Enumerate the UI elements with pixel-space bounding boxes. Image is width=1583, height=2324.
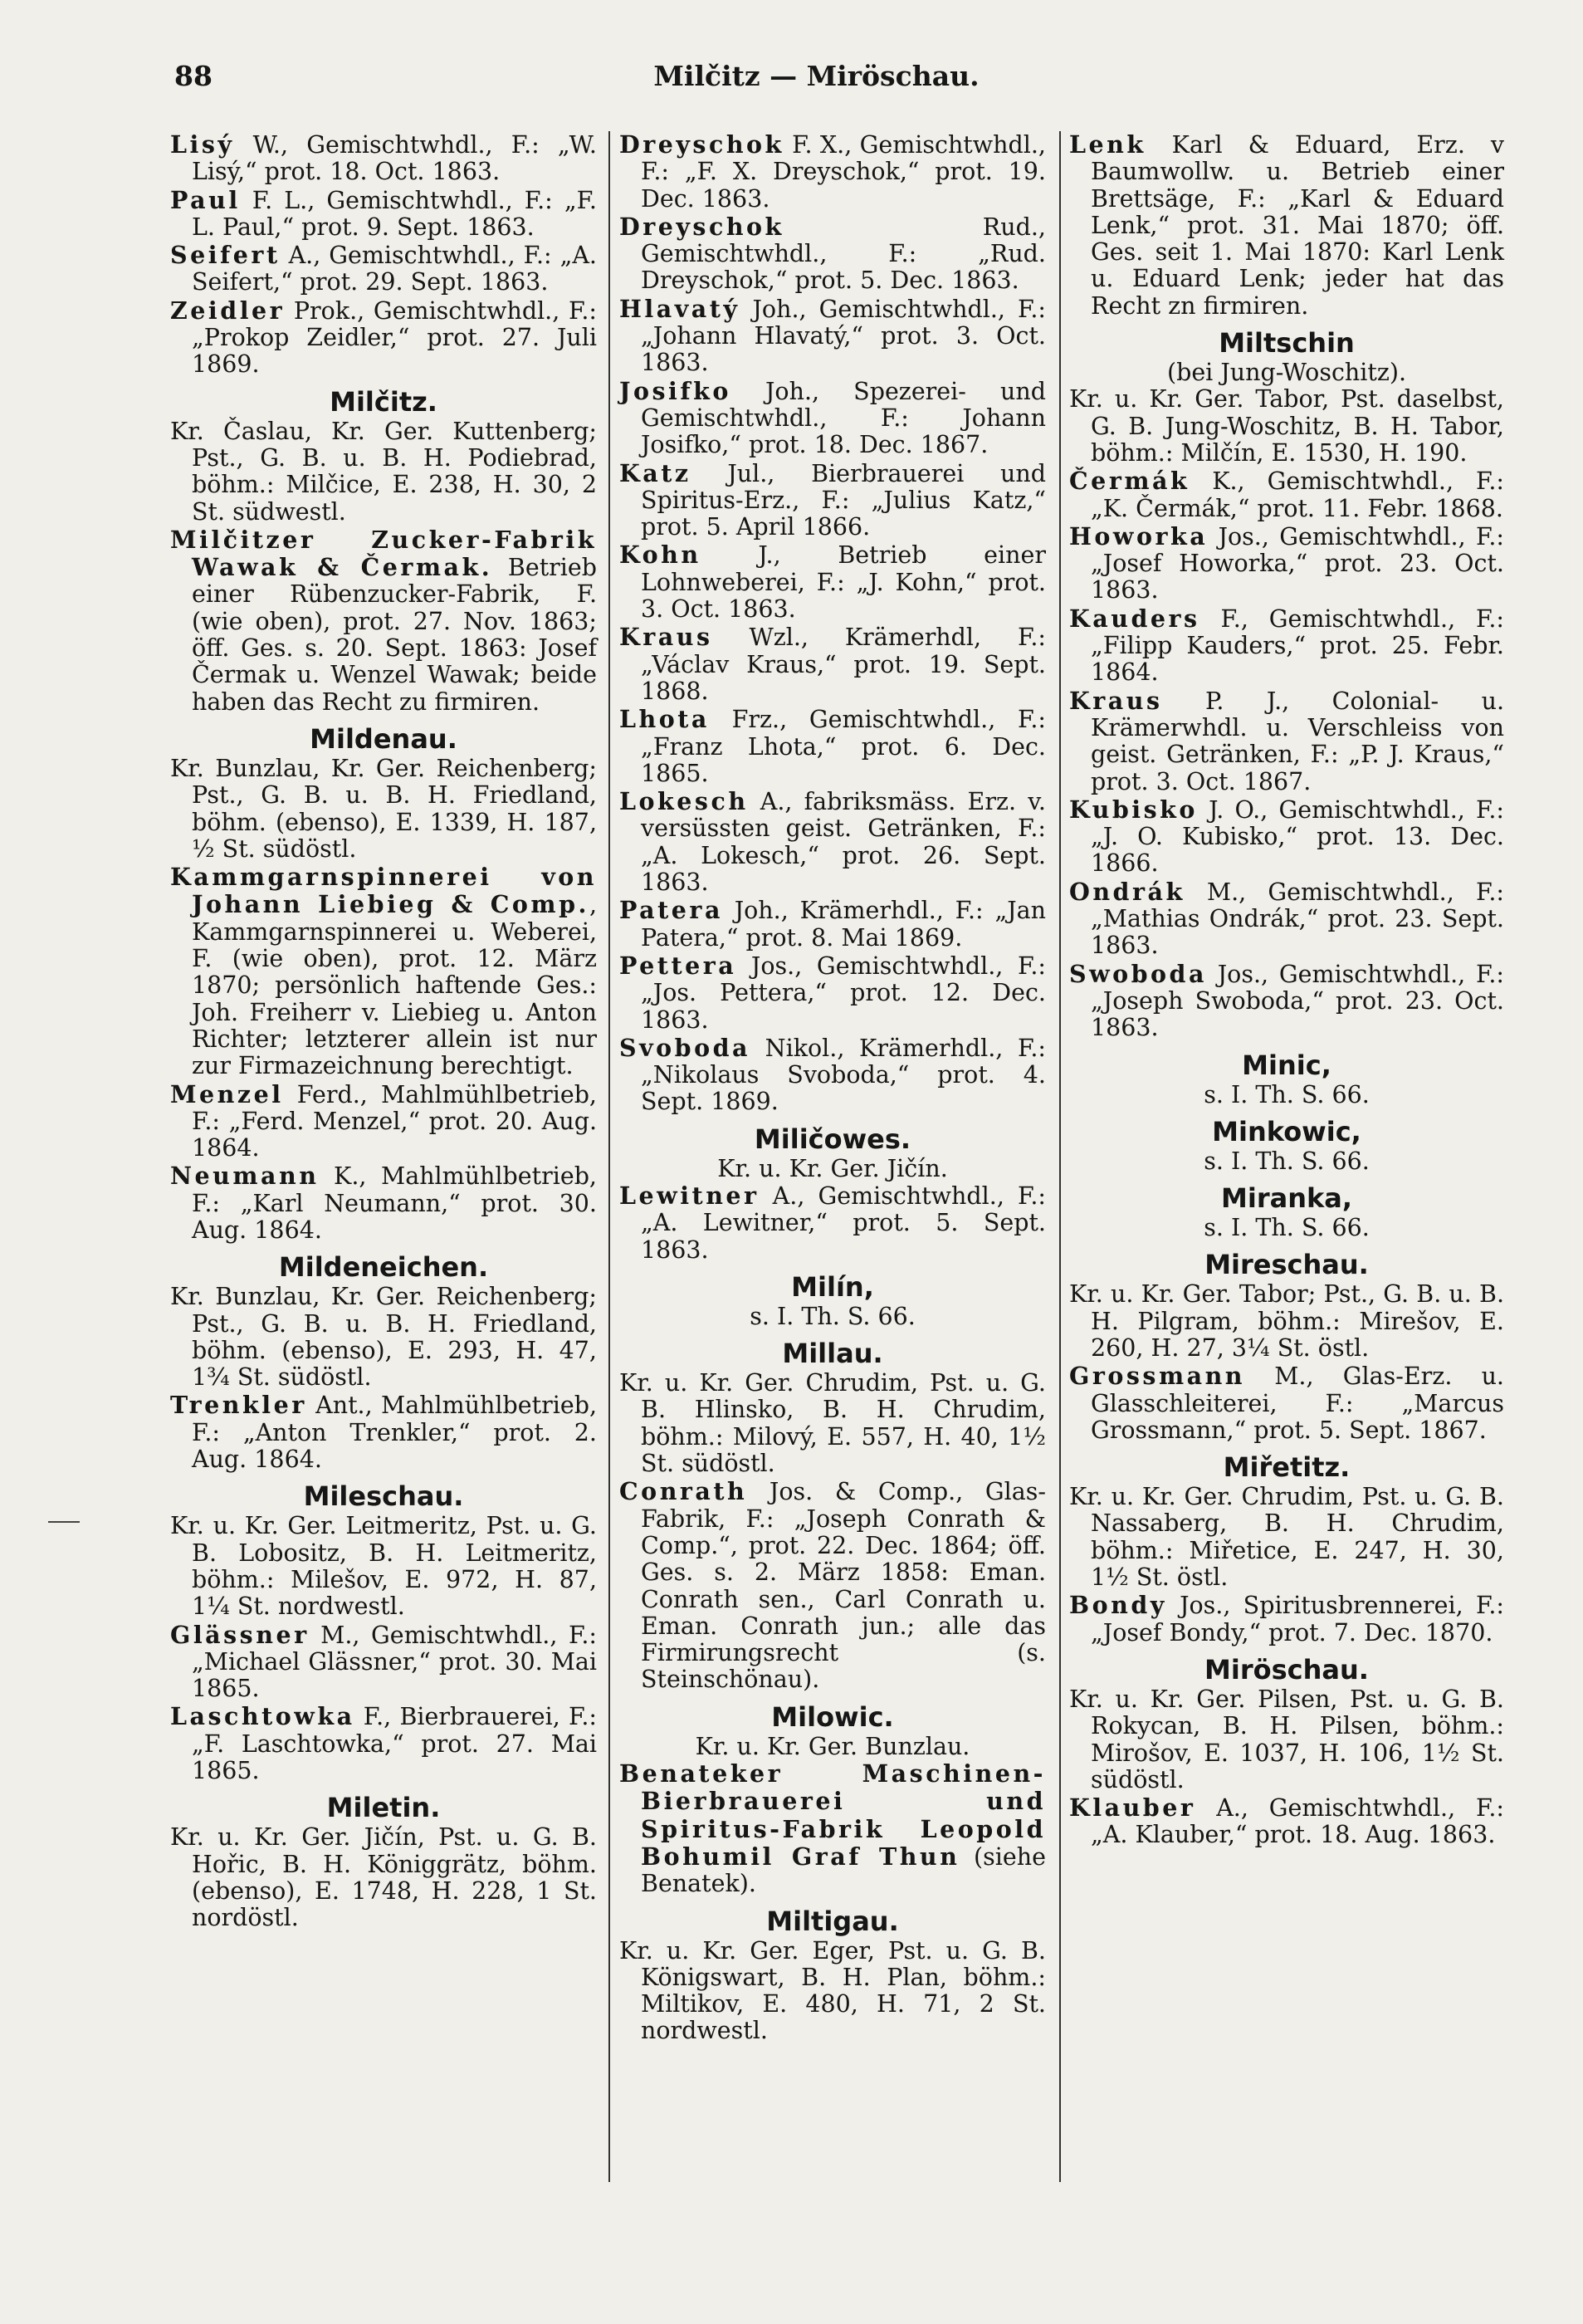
entry-name: Ondrák bbox=[1069, 877, 1185, 906]
place-heading: Milčitz. bbox=[330, 385, 437, 418]
entry-name: Kubisko bbox=[1069, 795, 1198, 824]
place-locality: Kr. u. Kr. Ger. Bunzlau. bbox=[695, 1732, 970, 1760]
register-entry bbox=[619, 131, 1046, 213]
entry-text: Jos., Gemischtwhdl., F.: „Jos. Pettera,“ prot. 12. Dec. 1863. bbox=[641, 952, 1046, 1034]
register-entry bbox=[1069, 605, 1504, 687]
entry-text: A., Gemischtwhdl., F.: „A. Seifert,“ prot. 29. Sept. 1863. bbox=[192, 242, 597, 296]
entry-name: Kauders bbox=[1069, 604, 1200, 633]
entry-text: Jos., Gemischtwhdl., F.: „Joseph Swoboda,“ prot. 23. Oct. 1863. bbox=[1091, 960, 1504, 1042]
entry-text: M., Gemischtwhdl., F.: „Michael Glässner,“ prot. 30. Mai 1865. bbox=[192, 1621, 597, 1703]
register-entry bbox=[619, 1760, 1046, 1897]
cross-reference: s. I. Th. S. 66. bbox=[1204, 1147, 1370, 1175]
entry-name: Menzel bbox=[170, 1079, 284, 1108]
entry-name: Hlavatý bbox=[619, 294, 740, 323]
entry-text: Jos., Gemischtwhdl., F.: „Josef Howorka,“ prot. 23. Oct. 1863. bbox=[1091, 522, 1504, 604]
entry-name: Pettera bbox=[619, 951, 737, 980]
entry-name: Lisý bbox=[170, 130, 235, 159]
entry-name: Kohn bbox=[619, 541, 701, 570]
entry-text: Rud., Gemischtwhdl., F.: „Rud. Dreyschok,“ prot. 5. Dec. 1863. bbox=[641, 213, 1046, 295]
register-entry bbox=[619, 541, 1046, 623]
place-description: Kr. u. Kr. Ger. Jičín, Pst. u. G. B. Hořic, B. H. Königgrätz, böhm. (ebenso), E. 1748, H. 228, 1 St. nordöstl. bbox=[170, 1823, 597, 1932]
place-heading: Minkowic, bbox=[1212, 1115, 1361, 1147]
entry-text: A., Gemischtwhdl., F.: „A. Lewitner,“ prot. 5. Sept. 1863. bbox=[641, 1182, 1046, 1264]
place-description: Kr. u. Kr. Ger. Tabor, Pst. daselbst, G. B. Jung-Woschitz, B. H. Tabor, böhm.: Milčín, E. 1530, H. 190. bbox=[1069, 385, 1504, 467]
entry-name: Grossmann bbox=[1069, 1362, 1246, 1391]
place-heading: Milowic. bbox=[771, 1700, 894, 1733]
place-heading: Miletin. bbox=[326, 1792, 441, 1824]
entry-text: Betrieb einer Rübenzucker-Fabrik, F. (wie oben), prot. 27. Nov. 1863; öff. Ges. s. 20. Sept. 1863: Josef Čermak u. Wenzel Wawak; beide haben das Recht zu firmiren. bbox=[192, 554, 597, 716]
page-number: 88 bbox=[174, 60, 213, 92]
entry-text: J. O., Gemischtwhdl., F.: „J. O. Kubisko,“ prot. 13. Dec. 1866. bbox=[1091, 795, 1504, 878]
place-heading: Mileschau. bbox=[303, 1480, 464, 1513]
entry-text: Joh., Gemischtwhdl., F.: „Johann Hlavatý,“ prot. 3. Oct. 1863. bbox=[641, 295, 1046, 377]
cross-reference: s. I. Th. S. 66. bbox=[1204, 1214, 1370, 1242]
register-entry bbox=[619, 788, 1046, 896]
margin-mark bbox=[48, 1521, 80, 1523]
register-entry bbox=[619, 897, 1046, 952]
entry-name: Čermák bbox=[1069, 467, 1190, 496]
entry-text: M., Gemischtwhdl., F.: „Mathias Ondrák,“ prot. 23. Sept. 1863. bbox=[1091, 878, 1504, 960]
entry-text: F., Bierbrauerei, F.: „F. Laschtowka,“ prot. 27. Mai 1865. bbox=[192, 1703, 597, 1785]
entry-name: Lenk bbox=[1069, 130, 1146, 159]
place-description: Kr. Časlau, Kr. Ger. Kuttenberg; Pst., G. B. u. B. H. Podiebrad, böhm.: Milčice, E. 238, H. 30, 2 St. südwestl. bbox=[170, 417, 597, 526]
place-heading: Miličowes. bbox=[754, 1123, 911, 1155]
register-entry bbox=[170, 187, 597, 242]
entry-name: Seifert bbox=[170, 241, 281, 270]
register-entry bbox=[1069, 1794, 1504, 1849]
entry-name: Kammgarnspinnerei von Johann Liebieg & Comp. bbox=[170, 863, 597, 919]
register-entry bbox=[170, 1162, 597, 1244]
entry-name: Klauber bbox=[1069, 1793, 1196, 1823]
register-entry bbox=[170, 1622, 597, 1703]
register-entry bbox=[619, 706, 1046, 787]
entry-text: Jos. & Comp., Glas-Fabrik, F.: „Joseph Conrath & Comp.“, prot. 22. Dec. 1864; öff. Ges. s. 2. März 1858: Eman. Conrath sen., Carl Conrath u. Eman. Conrath jun.; alle das Firmirungsrecht (s. Steinschönau). bbox=[641, 1478, 1046, 1694]
entry-text: P. J., Colonial- u. Krämerwhdl. u. Verschleiss von geist. Getränken, F.: „P. J. Kraus,“ prot. 3. Oct. 1867. bbox=[1091, 687, 1504, 795]
register-entry bbox=[1069, 1592, 1504, 1646]
entry-text: Ant., Mahlmühlbetrieb, F.: „Anton Trenkler,“ prot. 2. Aug. 1864. bbox=[192, 1392, 597, 1474]
place-description: Kr. u. Kr. Ger. Leitmeritz, Pst. u. G. B. Lobositz, B. H. Leitmeritz, böhm.: Milešov, E. 972, H. 87, 1¼ St. nordwestl. bbox=[170, 1512, 597, 1621]
register-entry bbox=[1069, 687, 1504, 795]
place-description: Kr. Bunzlau, Kr. Ger. Reichenberg; Pst., G. B. u. B. H. Friedland, böhm. (ebenso), E. 293, H. 47, 1¾ St. südöstl. bbox=[170, 1283, 597, 1392]
register-entry bbox=[619, 952, 1046, 1034]
place-heading: Millau. bbox=[782, 1338, 883, 1370]
place-heading: Miřetitz. bbox=[1223, 1451, 1351, 1484]
entry-text: J., Betrieb einer Lohnweberei, F.: „J. Kohn,“ prot. 3. Oct. 1863. bbox=[641, 541, 1046, 624]
column-rule bbox=[1059, 131, 1061, 2182]
register-entry bbox=[1069, 467, 1504, 522]
place-heading: Mildeneichen. bbox=[278, 1251, 489, 1284]
entry-name: Neumann bbox=[170, 1162, 320, 1191]
register-entry bbox=[619, 624, 1046, 705]
register-entry bbox=[170, 1392, 597, 1473]
register-entry bbox=[170, 864, 597, 1079]
register-entry bbox=[619, 1478, 1046, 1693]
entry-name: Trenkler bbox=[170, 1391, 307, 1420]
register-entry bbox=[1069, 1363, 1504, 1444]
entry-text: Jul., Bierbrauerei und Spiritus-Erz., F.: „Julius Katz,“ prot. 5. April 1866. bbox=[641, 459, 1046, 541]
register-entry bbox=[619, 1035, 1046, 1116]
place-heading: Minic, bbox=[1242, 1049, 1331, 1081]
entry-name: Dreyschok bbox=[619, 130, 784, 159]
register-entry bbox=[170, 1703, 597, 1784]
entry-text: A., Gemischtwhdl., F.: „A. Klauber,“ prot. 18. Aug. 1863. bbox=[1091, 1794, 1504, 1849]
entry-name: Howorka bbox=[1069, 521, 1209, 550]
place-description: Kr. Bunzlau, Kr. Ger. Reichenberg; Pst., G. B. u. B. H. Friedland, böhm. (ebenso), E. 1339, H. 187, ½ St. südöstl. bbox=[170, 754, 597, 863]
register-entry bbox=[619, 296, 1046, 377]
register-entry bbox=[619, 460, 1046, 541]
place-heading: Miröschau. bbox=[1204, 1653, 1369, 1686]
entry-name: Laschtowka bbox=[170, 1702, 355, 1731]
entry-text: Joh., Spezerei- und Gemischtwhdl., F.: Johann Josifko,“ prot. 18. Dec. 1867. bbox=[641, 377, 1046, 459]
entry-name: Glässner bbox=[170, 1620, 310, 1649]
entry-name: Kraus bbox=[1069, 686, 1163, 715]
place-description: Kr. u. Kr. Ger. Pilsen, Pst. u. G. B. Rokycan, B. H. Pilsen, böhm.: Mirošov, E. 1037, H. 106, 1½ St. südöstl. bbox=[1069, 1685, 1504, 1793]
register-entry bbox=[619, 1182, 1046, 1264]
column-2 bbox=[619, 131, 1046, 2046]
entry-text: A., fabriksmäss. Erz. v. versüssten geist. Getränken, F.: „A. Lokesch,“ prot. 26. Sept. 1863. bbox=[641, 788, 1046, 897]
entry-name: Zeidler bbox=[170, 296, 286, 325]
entry-text: Prok., Gemischtwhdl., F.: „Prokop Zeidler,“ prot. 27. Juli 1869. bbox=[192, 296, 597, 379]
entry-text: M., Glas-Erz. u. Glasschleiterei, F.: „Marcus Grossmann,“ prot. 5. Sept. 1867. bbox=[1091, 1363, 1504, 1444]
entry-name: Conrath bbox=[619, 1477, 748, 1506]
entry-text: Nikol., Krämerhdl., F.: „Nikolaus Svoboda,“ prot. 4. Sept. 1869. bbox=[641, 1034, 1046, 1116]
place-description: Kr. u. Kr. Ger. Tabor; Pst., G. B. u. B. H. Pilgram, böhm.: Mirešov, E. 260, H. 27, 3¼ St. östl. bbox=[1069, 1280, 1504, 1362]
register-entry bbox=[1069, 796, 1504, 878]
entry-name: Benateker Maschinen-Bierbrauerei und Spiritus-Fabrik Leopold Bohumil Graf Thun bbox=[619, 1759, 1046, 1871]
column-1 bbox=[170, 131, 597, 1933]
entry-text: F. L., Gemischtwhdl., F.: „F. L. Paul,“ prot. 9. Sept. 1863. bbox=[192, 186, 597, 241]
entry-name: Dreyschok bbox=[619, 212, 784, 241]
register-entry bbox=[1069, 878, 1504, 960]
entry-name: Katz bbox=[619, 458, 691, 487]
entry-text: Ferd., Mahlmühlbetrieb, F.: „Ferd. Menzel,“ prot. 20. Aug. 1864. bbox=[192, 1080, 597, 1162]
entry-name: Kraus bbox=[619, 623, 713, 652]
entry-text: K., Gemischtwhdl., F.: „K. Čermák,“ prot. 11. Febr. 1868. bbox=[1091, 467, 1504, 522]
place-heading: Miltschin bbox=[1219, 327, 1355, 360]
entry-name: Patera bbox=[619, 896, 723, 925]
entry-name: Paul bbox=[170, 185, 241, 214]
column-3 bbox=[1069, 131, 1504, 1850]
entry-text: Wzl., Krämerhdl, F.: „Václav Kraus,“ prot. 19. Sept. 1868. bbox=[641, 624, 1046, 705]
place-heading: Miltigau. bbox=[766, 1905, 899, 1937]
register-entry bbox=[1069, 523, 1504, 604]
register-entry bbox=[619, 213, 1046, 295]
entry-text: Joh., Krämerhdl., F.: „Jan Patera,“ prot. 8. Mai 1869. bbox=[641, 897, 1046, 952]
register-entry bbox=[170, 131, 597, 186]
place-description: Kr. u. Kr. Ger. Chrudim, Pst. u. G. B. Hlinsko, B. H. Chrudim, böhm.: Milový, E. 557, H. 40, 1½ St. südöstl. bbox=[619, 1369, 1046, 1478]
register-entry bbox=[170, 526, 597, 716]
entry-text: F., Gemischtwhdl., F.: „Filipp Kauders,“ prot. 25. Febr. 1864. bbox=[1091, 604, 1504, 687]
entry-name: Lewitner bbox=[619, 1181, 760, 1210]
register-entry bbox=[170, 297, 597, 379]
entry-name: Lokesch bbox=[619, 787, 749, 816]
entry-name: Milčitzer Zucker-Fabrik Wawak & Čermak. bbox=[170, 525, 597, 582]
register-entry bbox=[170, 242, 597, 296]
register-entry bbox=[1069, 961, 1504, 1042]
entry-text: Karl & Eduard, Erz. v Baumwollw. u. Betrieb einer Brettsäge, F.: „Karl & Eduard Lenk,“ prot. 31. Mai 1870; öff. Ges. seit 1. Mai 1870: Karl Lenk u. Eduard Lenk; jeder hat das Recht zn firmiren. bbox=[1091, 131, 1504, 320]
column-rule bbox=[608, 131, 610, 2182]
entry-name: Bondy bbox=[1069, 1591, 1167, 1620]
place-locality: Kr. u. Kr. Ger. Jičín. bbox=[717, 1154, 948, 1182]
entry-text: W., Gemischtwhdl., F.: „W. Lisý,“ prot. 18. Oct. 1863. bbox=[192, 131, 597, 186]
place-heading: Milín, bbox=[791, 1270, 874, 1303]
entry-name: Swoboda bbox=[1069, 959, 1207, 988]
entry-text: (siehe Benatek). bbox=[641, 1842, 1046, 1898]
cross-reference: s. I. Th. S. 66. bbox=[1204, 1080, 1370, 1108]
entry-text: K., Mahlmühlbetrieb, F.: „Karl Neumann,“ prot. 30. Aug. 1864. bbox=[192, 1162, 597, 1244]
register-entry bbox=[619, 378, 1046, 459]
place-heading: Mireschau. bbox=[1204, 1249, 1369, 1281]
place-locality: (bei Jung-Woschitz). bbox=[1166, 359, 1407, 387]
register-entry bbox=[170, 1081, 597, 1162]
place-heading: Mildenau. bbox=[310, 722, 457, 755]
entry-name: Svoboda bbox=[619, 1033, 750, 1062]
register-entry bbox=[1069, 131, 1504, 320]
place-description: Kr. u. Kr. Ger. Chrudim, Pst. u. G. B. Nassaberg, B. H. Chrudim, böhm.: Miřetice, E. 247, H. 30, 1½ St. östl. bbox=[1069, 1483, 1504, 1592]
cross-reference: s. I. Th. S. 66. bbox=[750, 1302, 916, 1330]
entry-text: F. X., Gemischtwhdl., F.: „F. X. Dreyschok,“ prot. 19. Dec. 1863. bbox=[641, 131, 1046, 213]
entry-name: Josifko bbox=[619, 376, 731, 405]
place-heading: Miranka, bbox=[1221, 1182, 1352, 1215]
entry-text: Jos., Spiritusbrennerei, F.: „Josef Bondy,“ prot. 7. Dec. 1870. bbox=[1091, 1592, 1504, 1646]
entry-text: , Kammgarnspinnerei u. Weberei, F. (wie oben), prot. 12. März 1870; persönlich haftende Ges.: Joh. Freiherr v. Liebieg u. Anton Richter; letzterer allein ist nur zur Firmazeichnung berechtigt. bbox=[192, 891, 597, 1080]
entry-name: Lhota bbox=[619, 705, 710, 734]
place-description: Kr. u. Kr. Ger. Eger, Pst. u. G. B. Königswart, B. H. Plan, böhm.: Miltikov, E. 480, H. 71, 2 St. nordwestl. bbox=[619, 1936, 1046, 2045]
entry-text: Frz., Gemischtwhdl., F.: „Franz Lhota,“ prot. 6. Dec. 1865. bbox=[641, 706, 1046, 787]
running-head: Milčitz — Miröschau. bbox=[653, 60, 980, 92]
